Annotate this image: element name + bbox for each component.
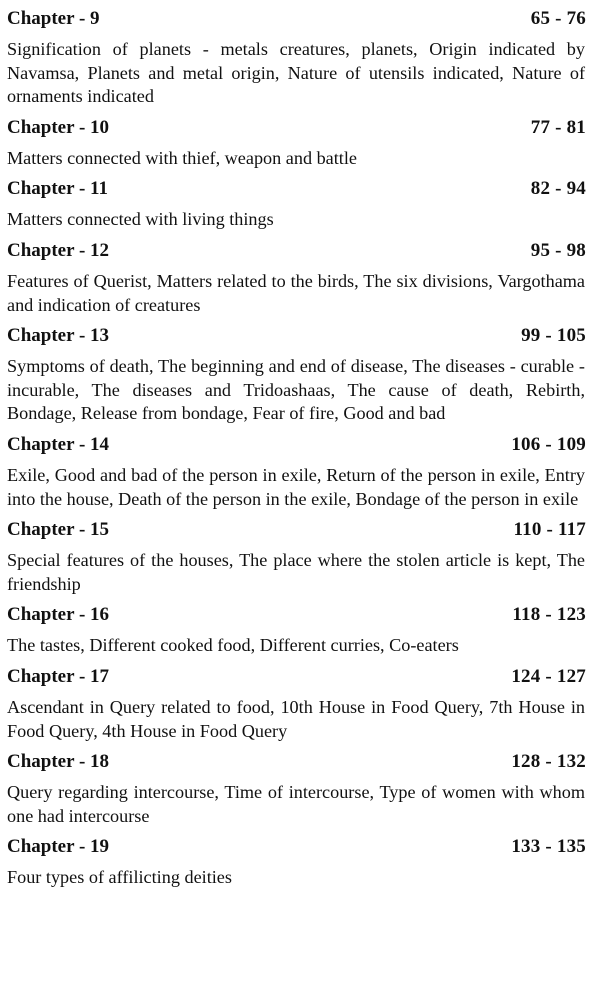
chapter-page-range: 106 - 109 (511, 433, 586, 455)
chapter-title: Chapter - 13 (7, 325, 110, 347)
chapter-heading (7, 602, 586, 627)
toc-entry-chapter-18 (7, 749, 586, 828)
chapter-title: Chapter - 16 (7, 604, 110, 626)
chapter-title: Chapter - 10 (7, 116, 110, 138)
toc-entry-chapter-15 (7, 517, 586, 596)
chapter-heading (7, 834, 586, 859)
chapter-heading (7, 664, 586, 689)
chapter-page-range: 65 - 76 (530, 8, 586, 29)
toc-entry-chapter-16 (7, 602, 586, 658)
chapter-description: Exile, Good and bad of the person in exile, Return of the person in exile, Entry into the house, Death of the person in the exile, Bondage of the person in exile (7, 464, 585, 509)
toc-entry-chapter-19 (7, 834, 586, 890)
chapter-heading (7, 323, 586, 348)
chapter-title: Chapter - 9 (7, 8, 100, 29)
chapter-description: Query regarding intercourse, Time of intercourse, Type of women with whom one had intercourse (7, 782, 585, 826)
chapter-title: Chapter - 14 (7, 433, 110, 455)
chapter-description: The tastes, Different cooked food, Different curries, Co-eaters (7, 635, 459, 656)
toc-entry-chapter-14 (7, 432, 586, 511)
chapter-page-range: 82 - 94 (530, 178, 586, 200)
chapter-description: Features of Querist, Matters related to the birds, The six divisions, Vargothama and indication of creatures (7, 270, 585, 315)
chapter-description: Special features of the houses, The place where the stolen article is kept, The friendship (7, 550, 585, 594)
toc-entry-chapter-13 (7, 323, 586, 426)
chapter-title: Chapter - 15 (7, 519, 110, 541)
chapter-heading (7, 238, 586, 263)
chapter-page-range: 128 - 132 (511, 751, 586, 773)
chapter-page-range: 133 - 135 (511, 836, 586, 858)
chapter-page-range: 99 - 105 (521, 325, 586, 347)
chapter-title: Chapter - 19 (7, 836, 110, 858)
chapter-page-range: 110 - 117 (513, 519, 586, 541)
chapter-description: Signification of planets - metals creatures, planets, Origin indicated by Navamsa, Planets and metal origin, Nature of utensils indicated, Nature of ornaments indicated (7, 39, 585, 107)
chapter-heading (7, 517, 586, 542)
chapter-title: Chapter - 12 (7, 239, 110, 261)
chapter-title: Chapter - 18 (7, 751, 110, 773)
chapter-page-range: 77 - 81 (530, 116, 586, 138)
chapter-description: Symptoms of death, The beginning and end of disease, The diseases - curable - incurable, The diseases and Tridoashaas, The cause of death, Rebirth, Bondage, Release from bondage, Fear of fire, Good and bad (7, 356, 585, 424)
toc-entry-chapter-17 (7, 664, 586, 743)
chapter-heading (7, 176, 586, 201)
chapter-description: Matters connected with living things (7, 209, 274, 230)
chapter-page-range: 124 - 127 (511, 665, 586, 687)
chapter-description: Four types of affilicting deities (7, 867, 232, 888)
chapter-heading (7, 432, 586, 457)
chapter-heading (7, 749, 586, 774)
toc-entry-chapter-9 (7, 6, 586, 109)
chapter-heading (7, 6, 586, 31)
toc-entry-chapter-11 (7, 176, 586, 232)
chapter-title: Chapter - 17 (7, 665, 110, 687)
toc-entry-chapter-10 (7, 115, 586, 171)
chapter-title: Chapter - 11 (7, 178, 108, 200)
toc-entry-chapter-12 (7, 238, 586, 317)
chapter-page-range: 118 - 123 (512, 604, 586, 626)
chapter-description: Matters connected with thief, weapon and battle (7, 147, 357, 168)
chapter-heading (7, 115, 586, 140)
chapter-description: Ascendant in Query related to food, 10th House in Food Query, 7th House in Food Query, 4th House in Food Query (7, 696, 585, 741)
chapter-page-range: 95 - 98 (530, 239, 586, 261)
